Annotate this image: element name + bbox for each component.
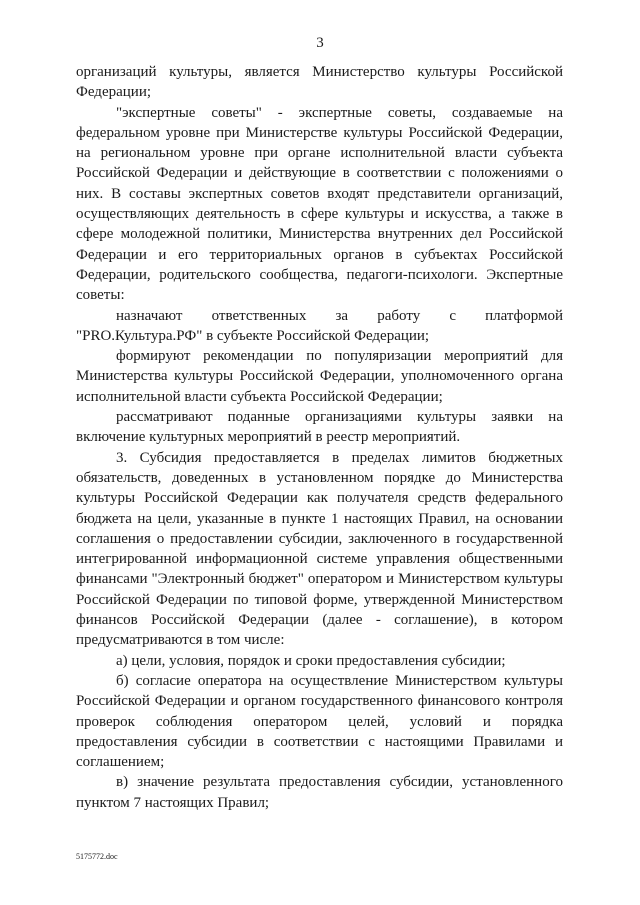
- paragraph: в) значение результата предоставления субсидии, установленного пунктом 7 настоящих Правил;: [76, 774, 563, 811]
- file-code-footer: 5175772.doc: [76, 852, 118, 861]
- paragraph: формируют рекомендации по популяризации мероприятий для Министерства культуры Российской Федерации, уполномоченного органа исполнительной власти субъекта Российской Федерации;: [76, 348, 563, 405]
- paragraph: рассматривают поданные организациями культуры заявки на включение культурных мероприятий в реестр мероприятий.: [76, 409, 563, 446]
- paragraph: 3. Субсидия предоставляется в пределах лимитов бюджетных обязательств, доведенных в установленном порядке до Министерства культуры Российской Федерации как получателя средств федерального бюджета на цели, указанные в пункте 1 настоящих Правил, на основании соглашения о предоставлении субсидии, заключенного в государственной интегрированной информационной системе управления общественными финансами "Электронный бюджет" оператором и Министерством культуры Российской Федерации по типовой форме, утвержденной Министерством финансов Российской Федерации (далее - соглашение), в котором предусматриваются в том числе:: [76, 449, 563, 649]
- paragraph: б) согласие оператора на осуществление Министерством культуры Российской Федерации и органом государственного финансового контроля проверок соблюдения оператором целей, условий и порядка предоставления субсидии в соответствии с настоящими Правилами и соглашением;: [76, 672, 563, 771]
- page-number: 3: [316, 35, 324, 51]
- document-body: [76, 62, 563, 813]
- paragraph: а) цели, условия, порядок и сроки предоставления субсидии;: [116, 652, 506, 669]
- paragraph: назначают ответственных за работу с платформой "PRO.Культура.РФ" в субъекте Российской Федерации;: [76, 307, 563, 344]
- paragraph: "экспертные советы" - экспертные советы, создаваемые на федеральном уровне при Министерстве культуры Российской Федерации, на региональном уровне при органе исполнительной власти субъекта Российской Федерации и действующие в соответствии с положениями о них. В составы экспертных советов входят представители организаций, осуществляющих деятельность в сфере культуры и искусства, а также в сфере молодежной политики, Министерства внутренних дел Российской Федерации и его территориальных органов в субъектах Российской Федерации, родительского сообщества, педагоги-психологи. Экспертные советы:: [76, 104, 563, 304]
- paragraph: организаций культуры, является Министерство культуры Российской Федерации;: [76, 64, 563, 101]
